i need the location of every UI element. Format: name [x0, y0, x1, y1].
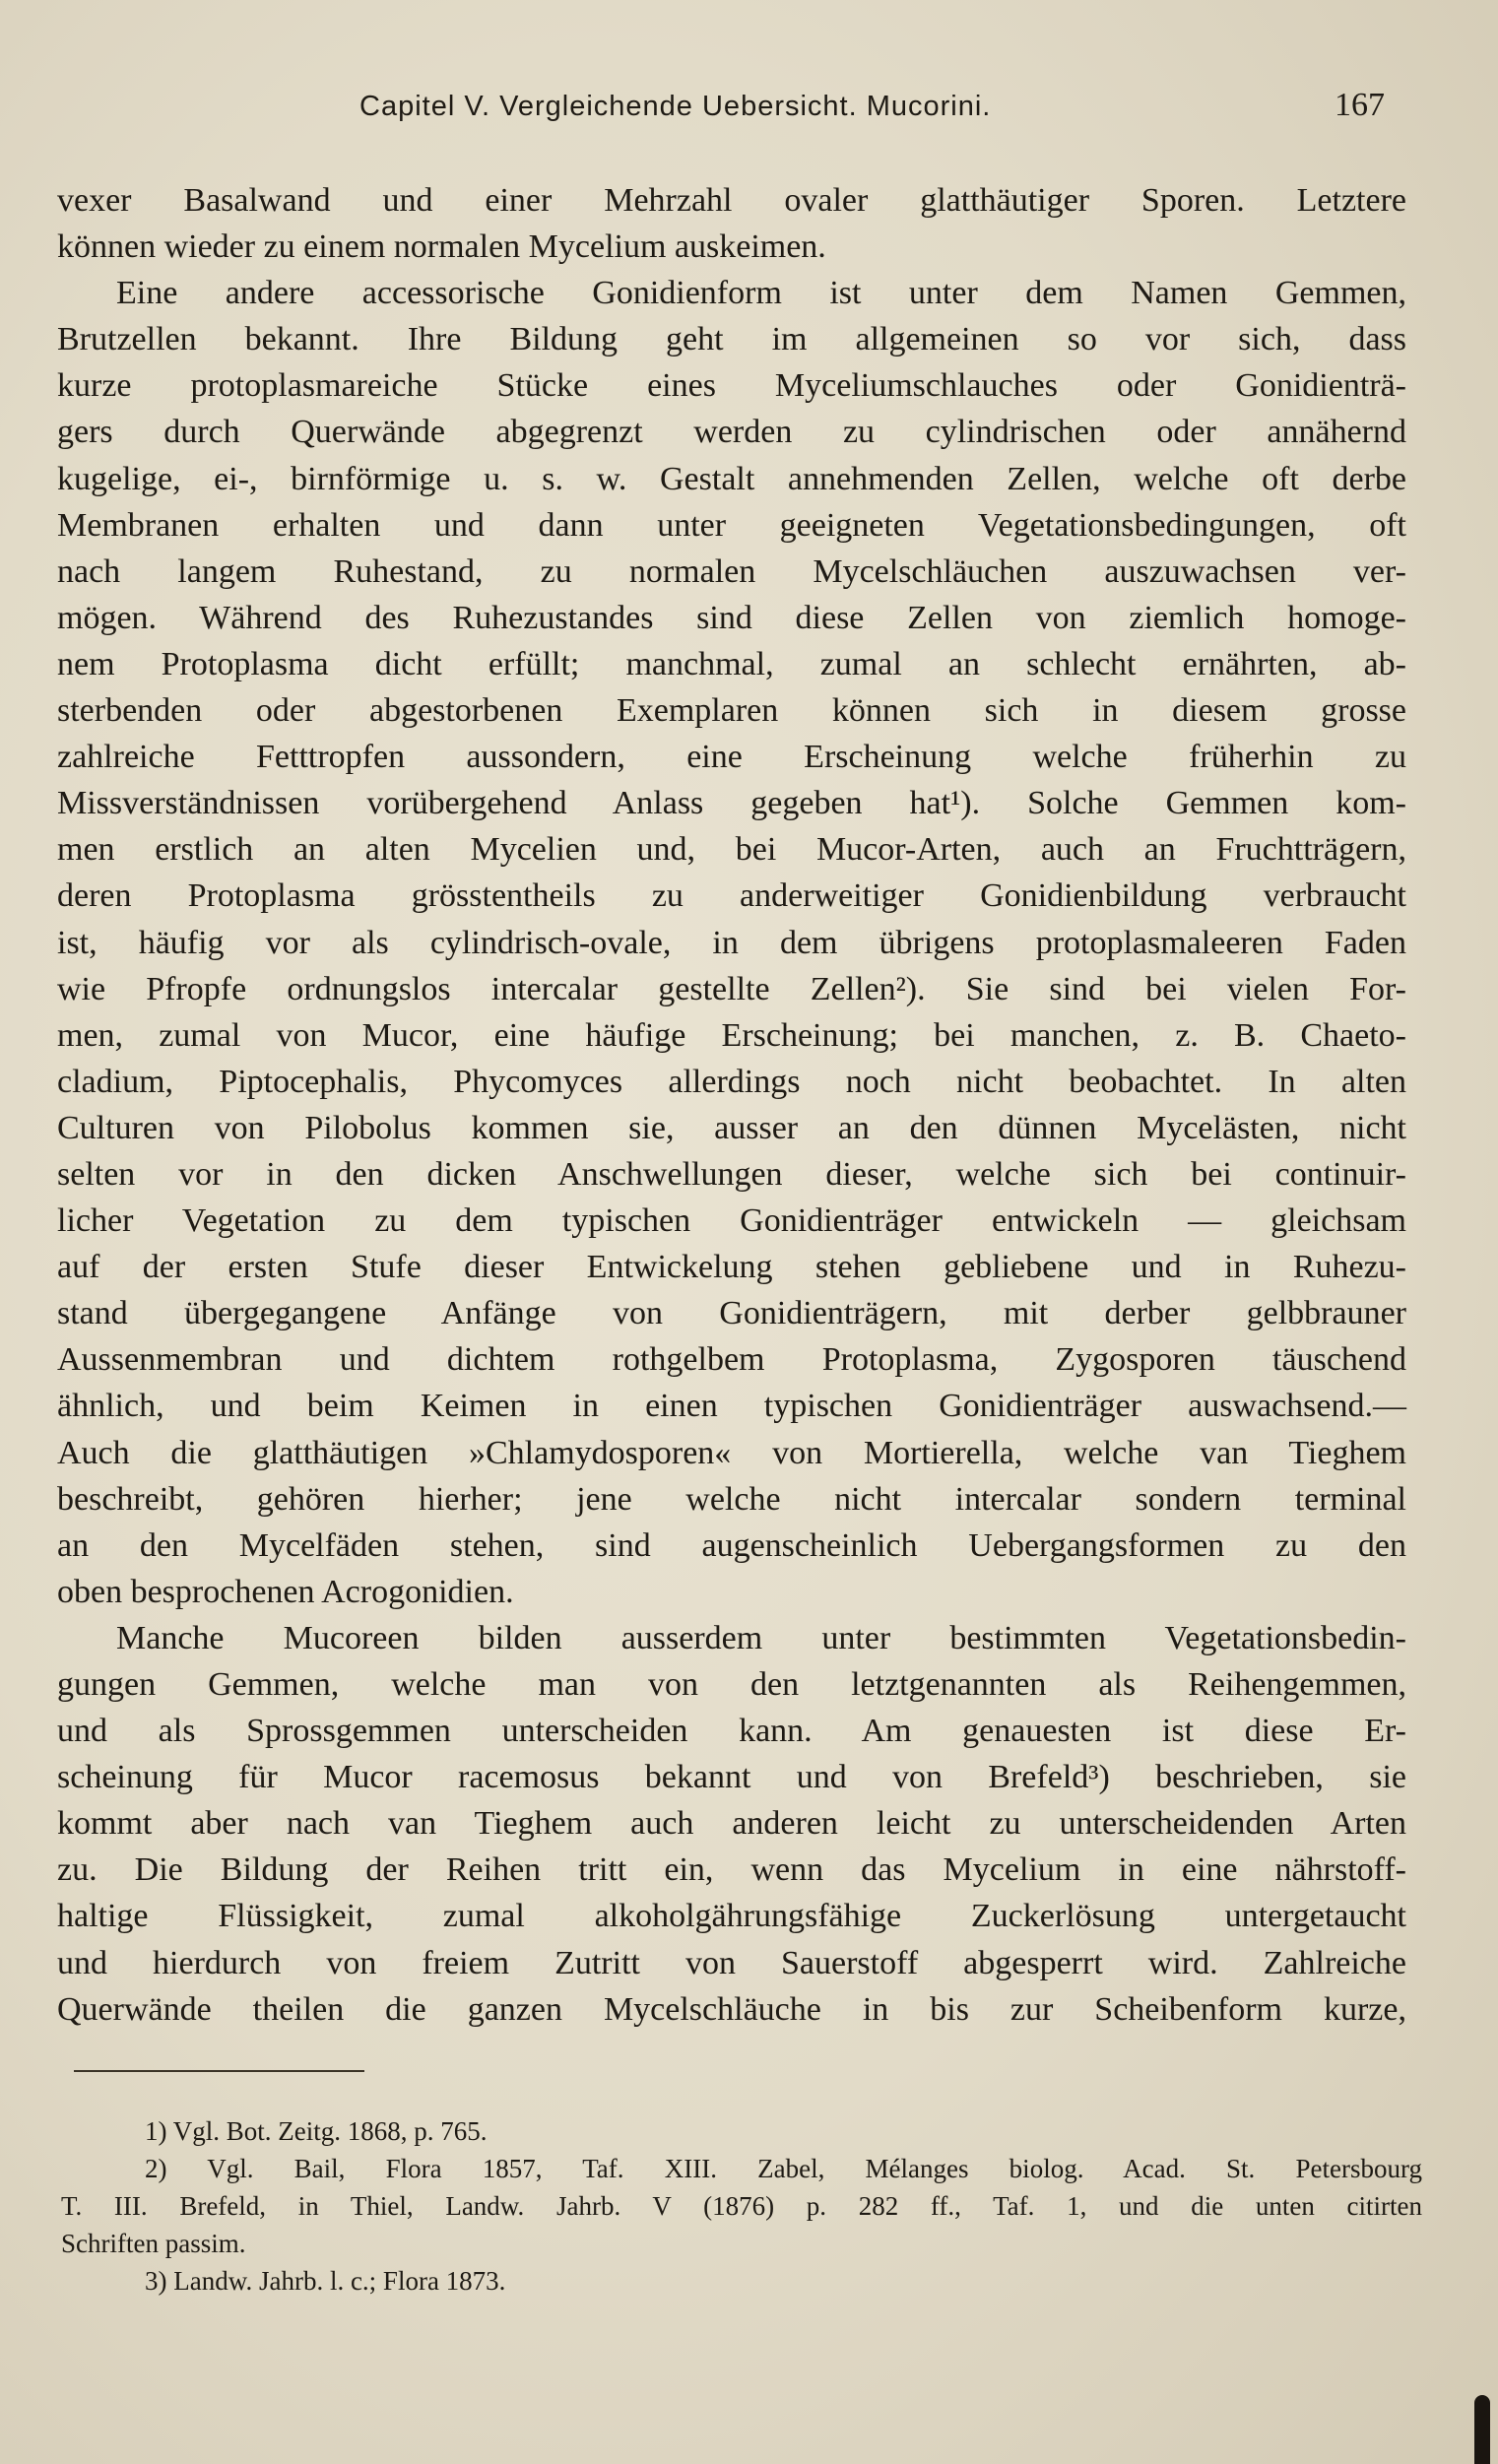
body-line: können wieder zu einem normalen Mycelium auskeimen. — [57, 228, 826, 266]
body-line: Aussenmembran und dichtem rothgelbem Protoplasma, Zygosporen täuschend — [57, 1341, 1406, 1379]
body-line: mögen. Während des Ruhezustandes sind diese Zellen von ziemlich homoge- — [57, 599, 1406, 636]
body-line: kugelige, ei-, birnförmige u. s. w. Gestalt annehmenden Zellen, welche oft derbe — [57, 460, 1406, 497]
body-line: men, zumal von Mucor, eine häufige Erscheinung; bei manchen, z. B. Chaeto- — [57, 1016, 1406, 1054]
body-line: stand übergegangene Anfänge von Gonidienträgern, mit derber gelbbrauner — [57, 1295, 1406, 1332]
footnote-line: 2) Vgl. Bail, Flora 1857, Taf. XIII. Zabel, Mélanges biolog. Acad. St. Petersbourg — [145, 2154, 1422, 2183]
body-line: kurze protoplasmareiche Stücke eines Myceliumschlauches oder Gonidienträ- — [57, 367, 1406, 405]
body-line: Culturen von Pilobolus kommen sie, ausser an den dünnen Mycelästen, nicht — [57, 1109, 1406, 1146]
body-line: gungen Gemmen, welche man von den letztgenannten als Reihengemmen, — [57, 1666, 1406, 1703]
body-line: wie Pfropfe ordnungslos intercalar gestellte Zellen²). Sie sind bei vielen For- — [57, 970, 1406, 1007]
body-line: Brutzellen bekannt. Ihre Bildung geht im allgemeinen so vor sich, dass — [57, 321, 1406, 358]
body-line: beschreibt, gehören hierher; jene welche nicht intercalar sondern terminal — [57, 1480, 1406, 1518]
body-line: zu. Die Bildung der Reihen tritt ein, wenn das Mycelium in eine nährstoff- — [57, 1851, 1406, 1889]
body-text — [57, 177, 1406, 2033]
page-number: 167 — [1335, 87, 1385, 123]
body-line: sterbenden oder abgestorbenen Exemplaren können sich in diesem grosse — [57, 692, 1406, 730]
body-line: vexer Basalwand und einer Mehrzahl ovaler glatthäutiger Sporen. Letztere — [57, 182, 1406, 219]
body-line: Querwände theilen die ganzen Mycelschläuche in bis zur Scheibenform kurze, — [57, 1990, 1406, 2028]
body-line: auf der ersten Stufe dieser Entwickelung stehen gebliebene und in Ruhezu- — [57, 1249, 1406, 1286]
body-line: deren Protoplasma grösstentheils zu anderweitiger Gonidienbildung verbraucht — [57, 877, 1406, 915]
body-line: Eine andere accessorische Gonidienform ist unter dem Namen Gemmen, — [116, 275, 1406, 312]
body-line: ist, häufig vor als cylindrisch-ovale, in dem übrigens protoplasmaleeren Faden — [57, 924, 1406, 961]
footnote-line: 3) Landw. Jahrb. l. c.; Flora 1873. — [145, 2266, 506, 2296]
body-line: Membranen erhalten und dann unter geeigneten Vegetationsbedingungen, oft — [57, 506, 1406, 544]
body-line: Missverständnissen vorübergehend Anlass gegeben hat¹). Solche Gemmen kom- — [57, 785, 1406, 822]
body-line: men erstlich an alten Mycelien und, bei Mucor-Arten, auch an Fruchtträgern, — [57, 831, 1406, 869]
body-line: oben besprochenen Acrogonidien. — [57, 1573, 514, 1610]
footnote-line: 1) Vgl. Bot. Zeitg. 1868, p. 765. — [145, 2116, 488, 2146]
body-line: nach langem Ruhestand, zu normalen Mycelschläuchen auszuwachsen ver- — [57, 552, 1406, 590]
body-line: selten vor in den dicken Anschwellungen dieser, welche sich bei continuir- — [57, 1155, 1406, 1193]
body-line: scheinung für Mucor racemosus bekannt und von Brefeld³) beschrieben, sie — [57, 1759, 1406, 1796]
footnote-line: T. III. Brefeld, in Thiel, Landw. Jahrb. V (1876) p. 282 ff., Taf. 1, und die unten citirten — [61, 2191, 1422, 2221]
footnote-rule — [74, 2070, 364, 2072]
body-line: nem Protoplasma dicht erfüllt; manchmal, zumal an schlecht ernährten, ab- — [57, 645, 1406, 682]
body-line: gers durch Querwände abgegrenzt werden zu cylindrischen oder annähernd — [57, 414, 1406, 451]
body-line: Auch die glatthäutigen »Chlamydosporen« von Mortierella, welche van Tieghem — [57, 1434, 1406, 1471]
body-line: Manche Mucoreen bilden ausserdem unter bestimmten Vegetationsbedin- — [116, 1619, 1406, 1656]
footnote-line: Schriften passim. — [61, 2229, 246, 2258]
body-line: an den Mycelfäden stehen, sind augenscheinlich Uebergangsformen zu den — [57, 1526, 1406, 1564]
body-line: zahlreiche Fetttropfen aussondern, eine Erscheinung welche früherhin zu — [57, 739, 1406, 776]
body-line: ähnlich, und beim Keimen in einen typischen Gonidienträger auswachsend.— — [57, 1388, 1406, 1425]
body-line: kommt aber nach van Tieghem auch anderen leicht zu unterscheidenden Arten — [57, 1805, 1406, 1843]
binding-shadow — [1474, 2395, 1490, 2464]
body-line: und hierdurch von freiem Zutritt von Sauerstoff abgesperrt wird. Zahlreiche — [57, 1944, 1406, 1981]
body-line: cladium, Piptocephalis, Phycomyces allerdings noch nicht beobachtet. In alten — [57, 1063, 1406, 1100]
body-line: licher Vegetation zu dem typischen Gonidienträger entwickeln — gleichsam — [57, 1202, 1406, 1240]
running-header: Capitel V. Vergleichende Uebersicht. Mucorini. — [359, 91, 992, 122]
footnotes — [61, 2112, 1422, 2300]
body-line: haltige Flüssigkeit, zumal alkoholgährungsfähige Zuckerlösung untergetaucht — [57, 1898, 1406, 1935]
body-line: und als Sprossgemmen unterscheiden kann. Am genauesten ist diese Er- — [57, 1713, 1406, 1750]
